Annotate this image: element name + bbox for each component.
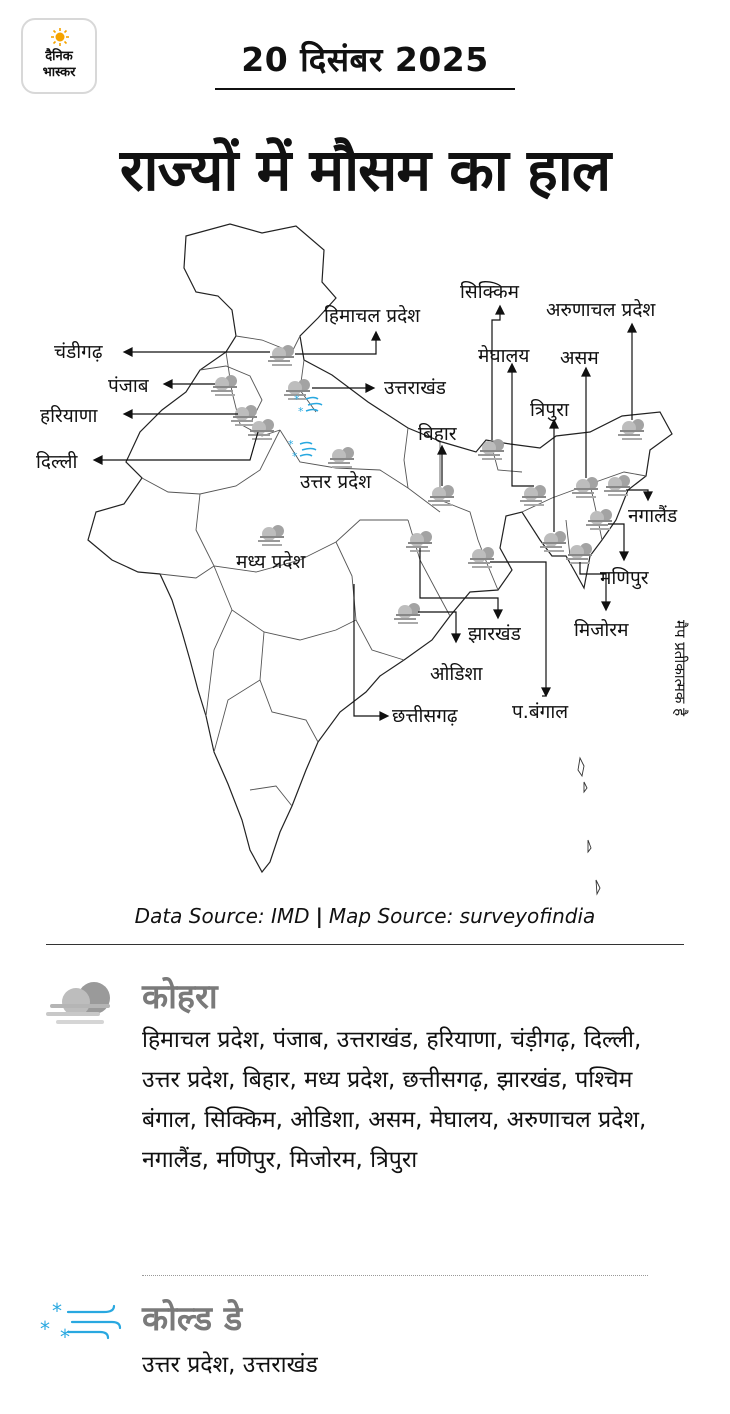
label-odisha: ओडिशा bbox=[430, 663, 483, 685]
source-separator: | bbox=[315, 904, 323, 928]
fog-states: हिमाचल प्रदेश, पंजाब, उत्तराखंड, हरियाणा, चंड़ीगढ़, दिल्ली, उत्तर प्रदेश, बिहार, मध्य प्रदेश, छत्तीसगढ़, झारखंड, पश्चिम बंगाल, सिक्किम, ओडिशा, असम, मेघालय, अरुणाचल प्रदेश, नगालैंड, मणिपुर, मिजोरम, त्रिपुरा bbox=[142, 1027, 647, 1173]
label-uttarakhand: उत्तराखंड bbox=[384, 377, 446, 399]
label-himachal: हिमाचल प्रदेश bbox=[324, 305, 421, 327]
label-meghalaya: मेघालय bbox=[478, 345, 530, 367]
label-sikkim: सिक्किम bbox=[460, 281, 519, 303]
svg-text:*: * bbox=[60, 1325, 70, 1346]
label-mizoram: मिजोरम bbox=[574, 619, 629, 641]
label-nagaland: नगालैंड bbox=[628, 505, 678, 527]
label-chandigarh: चंडीगढ़ bbox=[54, 341, 103, 363]
cold-day-title: कोल्ड डे bbox=[142, 1299, 243, 1339]
svg-text:*: * bbox=[52, 1300, 62, 1323]
label-haryana: हरियाणा bbox=[40, 405, 98, 427]
label-madhya-pradesh: मध्य प्रदेश bbox=[236, 551, 306, 573]
label-uttar-pradesh: उत्तर प्रदेश bbox=[300, 471, 372, 493]
source-line bbox=[0, 904, 730, 928]
sun-icon bbox=[51, 28, 69, 46]
label-bihar: बिहार bbox=[418, 423, 457, 445]
label-manipur: मणिपुर bbox=[600, 567, 649, 589]
fog-title: कोहरा bbox=[142, 977, 218, 1017]
logo-line-2: भास्कर bbox=[42, 65, 76, 80]
section-divider bbox=[142, 1275, 648, 1276]
page-title: राज्यों में मौसम का हाल bbox=[119, 136, 611, 204]
date-heading: 20 दिसंबर 2025 bbox=[241, 40, 489, 79]
cold-wind-icon bbox=[38, 1300, 122, 1346]
divider bbox=[46, 944, 684, 945]
label-punjab: पंजाब bbox=[108, 375, 149, 397]
fog-cloud-icon bbox=[46, 980, 116, 1030]
map-source: Map Source: surveyofindia bbox=[328, 904, 596, 928]
logo-line-1: दैनिक bbox=[45, 49, 73, 64]
svg-text:*: * bbox=[40, 1317, 50, 1341]
dainik-bhaskar-logo bbox=[21, 18, 97, 94]
label-assam: असम bbox=[560, 347, 599, 369]
label-delhi: दिल्ली bbox=[36, 451, 78, 473]
label-chhattisgarh: छत्तीसगढ़ bbox=[392, 705, 458, 727]
label-jharkhand: झारखंड bbox=[468, 623, 521, 645]
map-disclaimer: मैप प्रतीकात्मक है bbox=[671, 620, 689, 717]
date-underline bbox=[215, 88, 515, 90]
label-tripura: त्रिपुरा bbox=[530, 399, 569, 421]
label-west-bengal: प.बंगाल bbox=[512, 701, 569, 723]
island-chain bbox=[578, 758, 600, 894]
india-map bbox=[0, 210, 730, 900]
data-source: Data Source: IMD bbox=[134, 904, 310, 928]
cold-day-states: उत्तर प्रदेश, उत्तराखंड bbox=[142, 1352, 318, 1378]
label-arunachal: अरुणाचल प्रदेश bbox=[546, 299, 656, 321]
